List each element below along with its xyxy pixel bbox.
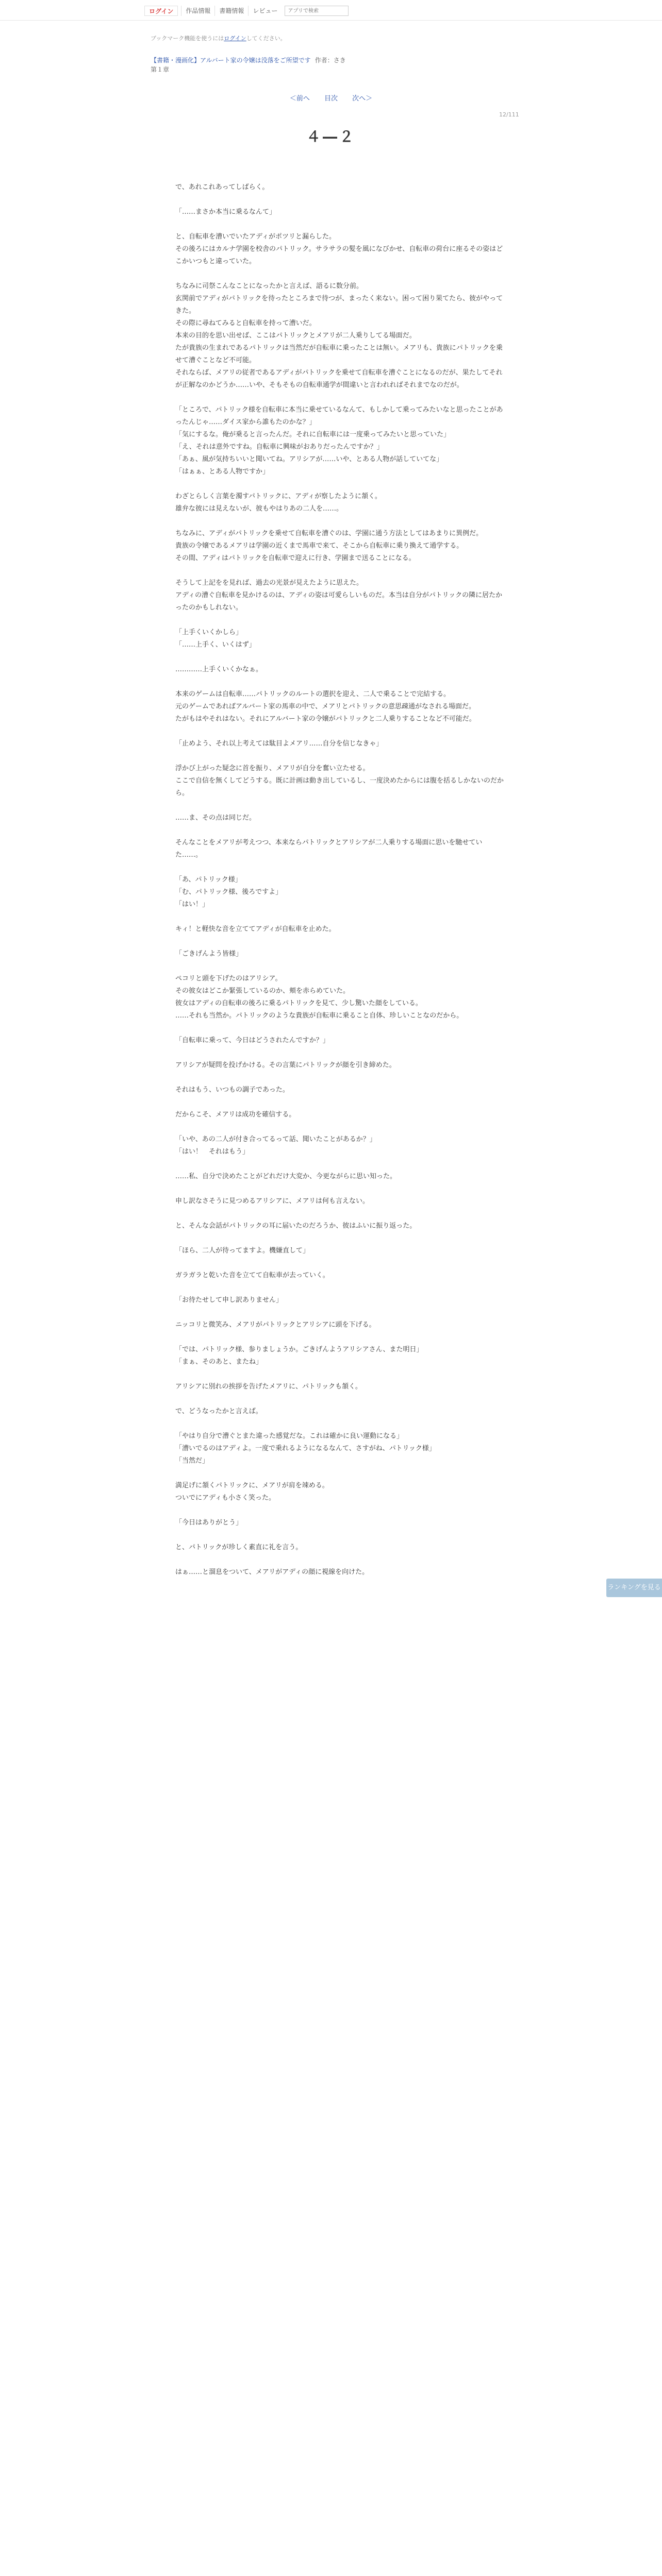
body-paragraph <box>175 268 505 280</box>
body-paragraph <box>175 824 505 837</box>
body-paragraph <box>175 1232 505 1245</box>
body-paragraph: 「いや、あの二人が付き合ってるって話、聞いたことがあるか？」 <box>175 1136 376 1143</box>
body-paragraph: キィ！と軽快な音を立ててアディが自転車を止めた。 <box>175 925 336 933</box>
body-paragraph: そうして上記をを見れば、過去の光景が見えたように思えた。 <box>175 579 363 587</box>
body-paragraph: アリシアが疑問を投げかける。その言葉にパトリックが顔を引き締めた。 <box>175 1061 396 1069</box>
body-paragraph <box>175 1158 505 1171</box>
body-paragraph: ガラガラと乾いた音を立てて自転車が去っていく。 <box>175 1272 329 1279</box>
body-paragraph: 「あ、パトリック様」 <box>175 876 242 884</box>
body-paragraph <box>175 911 505 923</box>
work-title-line <box>151 56 511 64</box>
body-paragraph: 「ところで、パトリック様を自転車に本当に乗せているなんて、もしかして乗ってみたいなと思ったことがあったんじゃ……ダイス家から誰もたのかな？」 <box>175 406 503 426</box>
body-paragraph: 本来の目的を思い出せば、ここはパトリックとメアリが二人乗りしてる場面だ。 <box>175 332 416 340</box>
body-paragraph <box>175 1183 505 1195</box>
body-paragraph: 浮かび上がった疑念に首を振り、メアリが自分を奮い立たせる。 <box>175 765 370 772</box>
body-paragraph <box>175 651 505 664</box>
body-paragraph <box>175 1121 505 1133</box>
body-paragraph <box>175 614 505 626</box>
body-paragraph: 「止めよう、それ以上考えては駄目よメアリ……自分を信じなきゃ」 <box>175 740 383 748</box>
body-paragraph <box>175 1047 505 1059</box>
prev-episode-link[interactable]: ＜前へ <box>289 95 310 103</box>
body-paragraph: ……それも当然か。パトリックのような貴族が自転車に乗ること自体、珍しいことなのだから。 <box>175 1012 464 1020</box>
top-bar-nav <box>144 5 349 16</box>
bookmark-notice <box>151 34 286 42</box>
body-paragraph: と、パトリックが珍しく素直に礼を言う。 <box>175 1544 303 1551</box>
body-paragraph <box>175 1208 505 1220</box>
body-paragraph: ちなみに、アディがパトリックを乗せて自転車を漕ぐのは、学園に通う方法としてはあまりに異例だ。 <box>175 530 483 537</box>
body-paragraph: 彼女はアディの自転車の後ろに乗るパトリックを見て、少し驚いた顔をしている。 <box>175 999 422 1007</box>
body-paragraph: ペコリと頭を下げたのはアリシア。 <box>175 975 282 982</box>
notice-login-link[interactable]: ログイン <box>224 35 246 42</box>
body-paragraph: 申し訳なさそうに見つめるアリシアに、メアリは何も言えない。 <box>175 1197 369 1205</box>
ranking-tab-button[interactable]: ランキングを見る <box>606 1579 662 1597</box>
body-paragraph <box>175 1504 505 1517</box>
body-paragraph <box>175 936 505 948</box>
chapter-label: 第１章 <box>151 66 170 73</box>
body-paragraph <box>175 478 505 490</box>
body-paragraph: と、そんな会話がパトリックの耳に届いたのだろうか、彼はふいに振り返った。 <box>175 1222 417 1230</box>
body-paragraph: ここで自信を無くしてどうする。既に計画は動き出しているし、一度決めたからには腹を括るしかないのだから。 <box>175 777 504 797</box>
search-input[interactable] <box>285 6 349 16</box>
body-paragraph: その際に尋ねてみると自転車を持って漕いだ。 <box>175 319 316 327</box>
body-paragraph: …………上手くいくかなぁ。 <box>175 666 263 673</box>
body-paragraph: たが貴族の生まれであるパトリックは当然だが自転車に乗ったことは無い。メアリも、貴族にパトリックを乗せて漕ぐことなど不可能。 <box>175 344 503 364</box>
top-bar <box>0 0 662 21</box>
body-paragraph: 「気にするな。俺が乗ると言ったんだ。それに自転車には一度乗ってみたいと思っていた」 <box>175 431 451 438</box>
nav-review[interactable]: レビュー <box>248 6 282 16</box>
body-paragraph: 「はい！」 <box>175 901 209 908</box>
body-paragraph <box>175 1257 505 1269</box>
nav-book-info[interactable]: 書籍情報 <box>214 6 248 16</box>
body-paragraph: ……ま、その点は同じだ。 <box>175 814 256 822</box>
body-paragraph <box>175 218 505 231</box>
body-paragraph: ……私、自分で決めたことがどれだけ大変か、今更ながらに思い知った。 <box>175 1173 397 1180</box>
body-paragraph: で、どうなったかと言えば。 <box>175 1408 262 1415</box>
body-paragraph <box>175 392 505 404</box>
body-paragraph: わざとらしく言葉を濁すパトリックに、アディが察したように頷く。 <box>175 493 382 500</box>
body-paragraph <box>175 676 505 688</box>
body-paragraph <box>175 565 505 577</box>
body-paragraph <box>175 725 505 738</box>
login-button[interactable]: ログイン <box>144 6 178 16</box>
body-paragraph: 本来のゲームは自転車……パトリックのルートの選択を迎え、二人で乗ることで完結する。 <box>175 690 451 698</box>
work-title-link[interactable]: 【書籍・漫画化】アルバート家の令嬢は没落をご所望です <box>151 57 311 64</box>
body-paragraph: 「今日はありがとう」 <box>175 1519 243 1527</box>
table-of-contents-link[interactable]: 目次 <box>324 95 338 103</box>
body-paragraph <box>175 1307 505 1319</box>
body-paragraph <box>175 1393 505 1405</box>
body-paragraph <box>175 1529 505 1541</box>
body-paragraph <box>175 800 505 812</box>
body-paragraph <box>175 960 505 973</box>
body-paragraph: その間、アディはパトリックを自転車で迎えに行き、学園まで送ることになる。 <box>175 554 416 562</box>
body-paragraph: 「……上手く、いくはず」 <box>175 641 256 649</box>
body-paragraph: 玄関前でアディがパトリックを待ったところまで待つが、まったく来ない。困って困り果てたら、彼がやってきた。 <box>175 295 503 315</box>
body-paragraph <box>175 861 505 874</box>
body-paragraph: 「まぁ、そのあと、またね」 <box>175 1358 263 1366</box>
body-paragraph: アディの漕ぐ自転車を見かけるのは、アディの姿は可愛らしいものだ。本当は自分がパトリックの隣に居たかったのかもしれない。 <box>175 591 503 612</box>
body-paragraph: 「漕いでるのはアディよ。一度で乗れるようになるなんて、さすがね、パトリック様」 <box>175 1445 436 1452</box>
body-paragraph <box>175 1072 505 1084</box>
body-paragraph: 貴族の令嬢であるメアリは学園の近くまで馬車で来て、そこから自転車に乗り換えて通学する。 <box>175 542 464 550</box>
body-paragraph: だからこそ、メアリは成功を確信する。 <box>175 1111 296 1118</box>
body-paragraph: 満足げに頷くパトリックに、メアリが肩を竦める。 <box>175 1482 329 1489</box>
body-paragraph <box>175 1022 505 1035</box>
body-paragraph: 「む、パトリック様、後ろですよ」 <box>175 888 283 896</box>
body-paragraph <box>175 1368 505 1381</box>
nav-work-info[interactable]: 作品情報 <box>181 6 214 16</box>
body-paragraph: それはもう、いつもの調子であった。 <box>175 1086 289 1094</box>
episode-body <box>175 181 505 1579</box>
body-paragraph: それならば、メアリの従者であるアディがパトリックを乗せて自転車を漕ぐことになるのだが、果たしてそれが正解なのかどうか……いや、そもそもの自転車通学が間違いと言われればそれまでなのだが。 <box>175 369 503 389</box>
body-paragraph: 「やはり自分で漕ぐとまた違った感覚だな。これは確かに良い運動になる」 <box>175 1432 404 1440</box>
episode-counter: 12/111 <box>499 111 519 118</box>
body-paragraph: その彼女はどこか緊張しているのか、頬を赤らめていた。 <box>175 987 350 995</box>
body-paragraph <box>175 750 505 762</box>
body-paragraph: その後ろにはカルナ学園を校舎のパトリック。サラサラの髪を風になびかせ、自転車の荷台に座るその姿はどこかいつもと違っていた。 <box>175 245 503 265</box>
body-paragraph: 「ほら、二人が待ってますよ。機嫌直して」 <box>175 1247 310 1255</box>
body-paragraph: ニッコリと微笑み、メアリがパトリックとアリシアに頭を下げる。 <box>175 1321 376 1329</box>
work-author[interactable]: 作者：さき <box>315 57 346 64</box>
body-paragraph: 「ごきげんよう皆様」 <box>175 950 243 958</box>
body-paragraph <box>175 1331 505 1344</box>
body-paragraph: 「はぁぁ、とある人物ですか」 <box>175 468 270 476</box>
body-paragraph: で、あれこれあってしばらく。 <box>175 183 269 191</box>
body-paragraph: 「え、それは意外ですね。自転車に興味がおありだったんですか？」 <box>175 443 384 451</box>
body-paragraph <box>175 194 505 206</box>
body-paragraph: 「……まさか本当に乗るなんて」 <box>175 208 276 216</box>
body-paragraph: 「お待たせして申し訳ありません」 <box>175 1296 283 1304</box>
body-paragraph: 「上手くいくかしら」 <box>175 629 243 636</box>
next-episode-link[interactable]: 次へ＞ <box>352 95 373 103</box>
notice-prefix: ブックマーク機能を使うには <box>151 35 224 42</box>
body-paragraph: 「はい！ それはもう」 <box>175 1148 250 1156</box>
body-paragraph: 「自転車に乗って、今日はどうされたんですか？」 <box>175 1037 329 1044</box>
body-paragraph <box>175 1554 505 1566</box>
body-paragraph <box>175 1418 505 1430</box>
body-paragraph: 元のゲームであればアルバート家の馬車の中で、メアリとパトリックの意思疎通がなされる場面だ。 <box>175 703 476 710</box>
body-paragraph: 雄弁な彼には見えないが、彼もやはりあの二人を……。 <box>175 505 343 513</box>
body-paragraph: ちなみに司祭こんなことになったかと言えば、語るに数分前。 <box>175 282 363 290</box>
body-paragraph: ついでにアディも小さく笑った。 <box>175 1494 275 1502</box>
episode-title: ４―２ <box>306 128 356 145</box>
body-paragraph: 「では、パトリック様、参りましょうか。ごきげんようアリシアさん、また明日」 <box>175 1346 423 1353</box>
body-paragraph: 「あぁ、風が気持ちいいと聞いてね。アリシアが……いや、とある人物が話していてな」 <box>175 455 443 463</box>
notice-suffix: してください。 <box>246 35 286 42</box>
body-paragraph: そんなことをメアリが考えつつ、本来ならパトリックとアリシアが二人乗りする場面に思いを馳せていた……。 <box>175 839 483 859</box>
body-paragraph: アリシアに別れの挨拶を告げたメアリに、パトリックも頷く。 <box>175 1383 362 1391</box>
body-paragraph: と、自転車を漕いでいたアディがポツリと漏らした。 <box>175 233 336 241</box>
body-paragraph <box>175 515 505 528</box>
body-paragraph: たがもはやそれはない。それにアルバート家の令嬢がパトリックと二人乗りすることなど不可能だ。 <box>175 715 476 723</box>
episode-pager <box>0 93 662 103</box>
body-paragraph: 「当然だ」 <box>175 1457 209 1465</box>
body-paragraph: はぁ……と溜息をついて、メアリがアディの顔に視線を向けた。 <box>175 1568 369 1576</box>
body-paragraph <box>175 1096 505 1109</box>
body-paragraph <box>175 1282 505 1294</box>
body-paragraph <box>175 1467 505 1480</box>
